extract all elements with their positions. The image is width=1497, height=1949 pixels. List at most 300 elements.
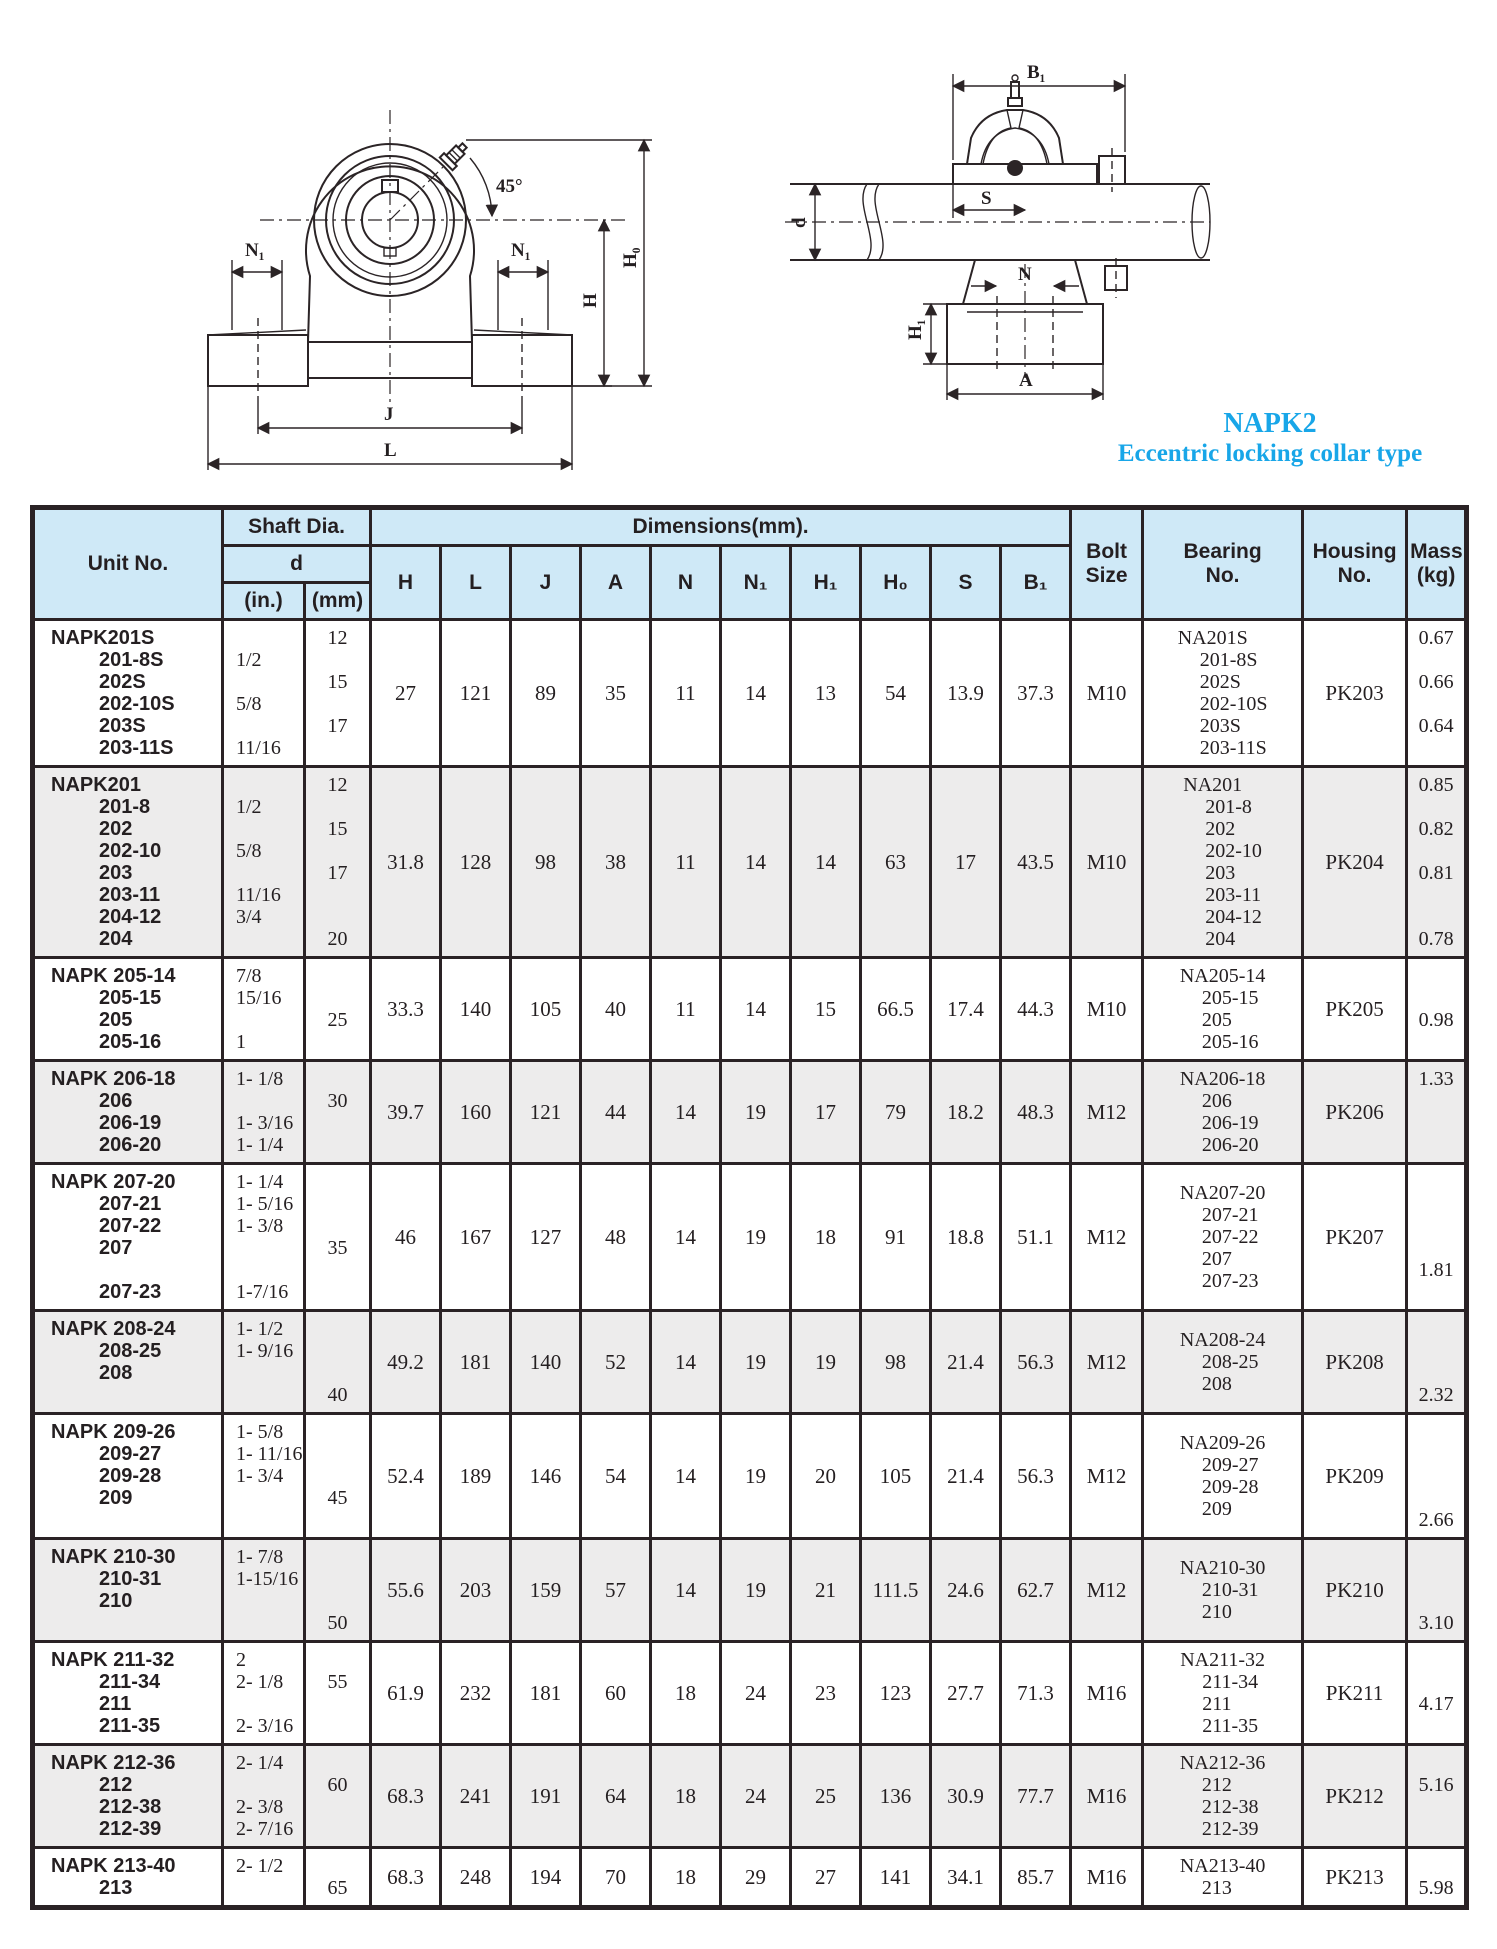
col-header-N: N [651, 546, 721, 620]
housing-no-cell: PK209 [1303, 1414, 1407, 1539]
shaft-mm-line [308, 1649, 367, 1671]
shaft-mm [308, 1068, 367, 1156]
shaft-in-line: 2- 1/8 [236, 1671, 284, 1693]
shaft-in-line: 2- 1/2 [236, 1855, 284, 1877]
shaft-mm-cell [305, 1539, 371, 1642]
unit-cell [33, 958, 223, 1061]
dim-cell-H0: 111.5 [861, 1539, 931, 1642]
housing-no-cell: PK204 [1303, 767, 1407, 958]
dim-cell-H1: 27 [791, 1848, 861, 1908]
bearing-no-cell [1143, 1414, 1303, 1539]
unit-no-line: 203-11S [99, 737, 174, 759]
dim-cell-L: 140 [441, 958, 511, 1061]
dim-cell-S: 17 [931, 767, 1001, 958]
dim-cell-J: 194 [511, 1848, 581, 1908]
mass-line: 0.81 [1418, 862, 1454, 884]
mass-line [1410, 1171, 1462, 1193]
bearing-no [1183, 774, 1262, 950]
dim-cell-J: 105 [511, 958, 581, 1061]
bearing-no-line: 209-28 [1201, 1476, 1259, 1498]
shaft-in-line [226, 1259, 301, 1281]
dim-cell-N1: 14 [721, 620, 791, 767]
col-header-N1: N₁ [721, 546, 791, 620]
unit-no-line: 211-34 [99, 1671, 161, 1693]
shaft-mm-line: 45 [327, 1487, 348, 1509]
dim-cell-N: 14 [651, 1061, 721, 1164]
unit-cell [33, 1414, 223, 1539]
shaft-mm-line: 55 [327, 1671, 348, 1693]
shaft-in-line [226, 862, 301, 884]
mass-line [1410, 737, 1462, 759]
unit-no-line: 203-11 [99, 884, 161, 906]
shaft-mm [308, 1855, 367, 1899]
housing-section [953, 75, 1125, 192]
mass [1410, 774, 1462, 950]
mass-line [1410, 1237, 1462, 1259]
dim-cell-L: 128 [441, 767, 511, 958]
shaft-in-line [226, 818, 301, 840]
bearing-no-line: NA212-36 [1179, 1752, 1266, 1774]
dim-cell-S: 17.4 [931, 958, 1001, 1061]
dim-cell-A: 52 [581, 1311, 651, 1414]
shaft-mm-line: 40 [327, 1384, 348, 1406]
bearing-no-line: 202-10S [1199, 693, 1268, 715]
mass-line: 2.66 [1418, 1509, 1454, 1531]
col-header-A: A [581, 546, 651, 620]
shaft-mm-cell [305, 620, 371, 767]
bearing-no-line: 205 [1201, 1009, 1232, 1031]
mass-line [1410, 1818, 1462, 1840]
mass-cell [1407, 1164, 1467, 1311]
unit-no-line: 204-12 [99, 906, 162, 928]
mass-line [1410, 1031, 1462, 1053]
shaft-mm-line [308, 737, 367, 759]
bearing-no [1180, 1752, 1266, 1840]
unit-no-line: 206 [99, 1090, 133, 1112]
unit-no-line: NAPK201S [51, 627, 155, 649]
shaft-mm-line [308, 1340, 367, 1362]
dim-cell-L: 232 [441, 1642, 511, 1745]
dim-cell-B1: 56.3 [1001, 1311, 1071, 1414]
bearing-no [1180, 1432, 1266, 1520]
mass-line: 1.81 [1418, 1259, 1454, 1281]
dim-cell-J: 191 [511, 1745, 581, 1848]
front-label-j: J [384, 404, 394, 425]
mass [1410, 1421, 1462, 1531]
shaft-mm [308, 774, 367, 950]
mass-line [1410, 1443, 1462, 1465]
dim-cell-H1: 21 [791, 1539, 861, 1642]
col-header-H0: H₀ [861, 546, 931, 620]
shaft-in-line [226, 1090, 301, 1112]
col-header-J: J [511, 546, 581, 620]
shaft-mm [308, 1421, 367, 1531]
dim-cell-S: 13.9 [931, 620, 1001, 767]
unit-no [37, 1171, 219, 1303]
shaft-mm [308, 1649, 367, 1737]
dim-cell-J: 159 [511, 1539, 581, 1642]
mass [1410, 1752, 1462, 1840]
shaft-mm-line [308, 1693, 367, 1715]
mass-line [1410, 1134, 1462, 1156]
bearing-no-line: 205-16 [1201, 1031, 1259, 1053]
mass-line: 5.16 [1418, 1774, 1454, 1796]
shaft-mm-line [308, 1068, 367, 1090]
dim-cell-L: 121 [441, 620, 511, 767]
mass [1410, 1318, 1462, 1406]
bearing-no-line: 212-38 [1201, 1796, 1259, 1818]
dim-n1-right [498, 240, 548, 330]
bearing-no-line: 207-23 [1201, 1270, 1259, 1292]
shaft-in-line: 2- 7/16 [236, 1818, 294, 1840]
dim-cell-A: 54 [581, 1414, 651, 1539]
bearing-no-cell [1143, 1745, 1303, 1848]
mass-cell [1407, 958, 1467, 1061]
mass [1410, 1171, 1462, 1303]
mass [1410, 1068, 1462, 1156]
unit-no-line: 207-22 [99, 1215, 162, 1237]
bearing-no-line: 202 [1205, 818, 1236, 840]
col-header-shaft-dia: Shaft Dia. [223, 508, 371, 546]
unit-no-line: 212-38 [99, 1796, 162, 1818]
shaft-in [226, 965, 301, 1053]
dim-cell-A: 70 [581, 1848, 651, 1908]
unit-no-line: NAPK 209-26 [51, 1421, 176, 1443]
shaft-mm-line: 12 [327, 774, 348, 796]
unit-no-line: 206-20 [99, 1134, 162, 1156]
shaft-in-cell [223, 620, 305, 767]
shaft-in-line [226, 1877, 301, 1899]
mass-line [1410, 1421, 1462, 1443]
dim-cell-N: 14 [651, 1164, 721, 1311]
shaft-in-cell [223, 1539, 305, 1642]
shaft-in-line: 2- 3/8 [236, 1796, 284, 1818]
bearing-no-line: 204 [1205, 928, 1236, 950]
shaft-mm-line [308, 1215, 367, 1237]
unit-no-line: 205-15 [99, 987, 162, 1009]
bearing-no-line: NA213-40 [1179, 1855, 1266, 1877]
shaft-in-line [226, 1362, 301, 1384]
shaft-mm-line [308, 693, 367, 715]
dim-cell-H: 46 [371, 1164, 441, 1311]
front-label-l: L [384, 440, 397, 461]
bearing-no-cell [1143, 1311, 1303, 1414]
dim-cell-H0: 136 [861, 1745, 931, 1848]
table-row [33, 1061, 1467, 1164]
bolt-size-cell: M16 [1071, 1848, 1143, 1908]
shaft-mm-line: 60 [327, 1774, 348, 1796]
dim-cell-J: 146 [511, 1414, 581, 1539]
unit-no [37, 1546, 219, 1634]
bolt-size-cell: M12 [1071, 1311, 1143, 1414]
shaft-in-line: 7/8 [236, 965, 262, 987]
unit-cell [33, 1164, 223, 1311]
front-label-h: H [580, 293, 601, 308]
mass-line [1410, 1487, 1462, 1509]
unit-no-line: 201-8 [99, 796, 151, 818]
col-header-unit-no: Unit No. [33, 508, 223, 620]
mass-cell [1407, 767, 1467, 958]
bolt-size-cell: M10 [1071, 620, 1143, 767]
shaft-mm-line [308, 1568, 367, 1590]
shaft-mm [308, 1171, 367, 1303]
mass-line: 4.17 [1418, 1693, 1454, 1715]
dim-cell-H: 52.4 [371, 1414, 441, 1539]
unit-no [37, 627, 219, 759]
shaft-in [226, 1068, 301, 1156]
dim-cell-N1: 29 [721, 1848, 791, 1908]
unit-no-line: 210-31 [99, 1568, 162, 1590]
dim-cell-J: 140 [511, 1311, 581, 1414]
col-header-H: H [371, 546, 441, 620]
bearing-no-cell [1143, 1642, 1303, 1745]
unit-no-line: 203S [99, 715, 146, 737]
bearing-no-cell [1143, 767, 1303, 958]
shaft-in-line: 1- 3/4 [236, 1465, 284, 1487]
shaft-mm-line: 30 [327, 1090, 348, 1112]
mass-line [1410, 1318, 1462, 1340]
dim-h0 [466, 140, 652, 386]
shaft-mm-line [308, 1259, 367, 1281]
shaft-mm-line [308, 1715, 367, 1737]
bearing-no-line: NA201S [1177, 627, 1248, 649]
mass-line [1410, 1090, 1462, 1112]
shaft-in-line: 2- 1/4 [236, 1752, 284, 1774]
mass-line: 1.33 [1418, 1068, 1454, 1090]
dim-cell-H: 33.3 [371, 958, 441, 1061]
unit-no-line [37, 1384, 219, 1406]
bearing-no-line: 207-21 [1201, 1204, 1259, 1226]
unit-cell [33, 1061, 223, 1164]
mass-line [1410, 1796, 1462, 1818]
shaft-in-line: 1- 5/16 [236, 1193, 294, 1215]
bearing-no-line: NA209-26 [1179, 1432, 1266, 1454]
bearing-no-line: 202S [1199, 671, 1241, 693]
bearing-no-line: 201-8S [1199, 649, 1258, 671]
mass-line: 0.82 [1418, 818, 1454, 840]
dim-cell-A: 60 [581, 1642, 651, 1745]
shaft-mm-line: 15 [327, 671, 348, 693]
dim-cell-H1: 15 [791, 958, 861, 1061]
shaft-in-line [226, 1612, 301, 1634]
bearing-no-line: 211 [1202, 1693, 1232, 1715]
unit-no-line: NAPK 211-32 [51, 1649, 175, 1671]
shaft-mm-line [308, 796, 367, 818]
housing-no-cell: PK206 [1303, 1061, 1407, 1164]
mass-line [1410, 1590, 1462, 1612]
shaft-mm-line [308, 1193, 367, 1215]
bearing-no-line: NA207-20 [1179, 1182, 1266, 1204]
bolt-size-cell: M12 [1071, 1061, 1143, 1164]
dim-cell-H0: 98 [861, 1311, 931, 1414]
mass-line [1410, 1112, 1462, 1134]
dim-cell-H: 68.3 [371, 1745, 441, 1848]
mass-cell [1407, 1745, 1467, 1848]
dim-cell-N: 11 [651, 958, 721, 1061]
dim-cell-S: 18.8 [931, 1164, 1001, 1311]
dim-h1 [905, 304, 947, 364]
mass-line: 0.78 [1418, 928, 1454, 950]
bearing-no [1180, 1068, 1266, 1156]
housing-no-cell: PK212 [1303, 1745, 1407, 1848]
dim-cell-H1: 17 [791, 1061, 861, 1164]
shaft-mm-line [308, 1134, 367, 1156]
table-row [33, 767, 1467, 958]
table-row [33, 1164, 1467, 1311]
front-view-drawing [160, 80, 680, 490]
mass-line [1410, 906, 1462, 928]
dim-cell-B1: 48.3 [1001, 1061, 1071, 1164]
bolt-size-cell: M12 [1071, 1164, 1143, 1311]
bearing-no-line: 212-39 [1201, 1818, 1259, 1840]
bolt-size-cell: M12 [1071, 1414, 1143, 1539]
bearing-no-cell [1143, 1164, 1303, 1311]
bearing-no-line: 210 [1201, 1601, 1232, 1623]
dim-cell-N: 14 [651, 1311, 721, 1414]
shaft-in [226, 1752, 301, 1840]
bearing-no-cell [1143, 1539, 1303, 1642]
unit-no [37, 1649, 219, 1737]
housing-no-cell: PK210 [1303, 1539, 1407, 1642]
shaft-mm-line: 15 [327, 818, 348, 840]
dim-cell-B1: 85.7 [1001, 1848, 1071, 1908]
unit-no-line [37, 1509, 219, 1531]
bearing-no-line: 207-22 [1201, 1226, 1259, 1248]
shaft-mm-cell [305, 1414, 371, 1539]
side-label-a: A [1019, 370, 1033, 391]
bearing-no-line: 204-12 [1205, 906, 1262, 928]
dim-cell-J: 89 [511, 620, 581, 767]
unit-no-line: 211 [99, 1693, 132, 1715]
unit-no-line: 202S [99, 671, 146, 693]
dim-a [947, 364, 1103, 400]
housing-no-cell: PK203 [1303, 620, 1407, 767]
shaft-in [226, 1171, 301, 1303]
dim-cell-H: 27 [371, 620, 441, 767]
shaft-mm-line: 17 [327, 862, 348, 884]
dim-cell-J: 98 [511, 767, 581, 958]
dim-cell-B1: 37.3 [1001, 620, 1071, 767]
mass-line [1410, 1671, 1462, 1693]
table-row [33, 958, 1467, 1061]
mass-cell [1407, 1642, 1467, 1745]
mass-line [1410, 1855, 1462, 1877]
shaft-mm-cell [305, 1311, 371, 1414]
bearing-no-cell [1143, 958, 1303, 1061]
dim-cell-N1: 19 [721, 1311, 791, 1414]
shaft-in-line [226, 1487, 301, 1509]
base-flange [947, 258, 1127, 378]
bearing-no-line: 209 [1201, 1498, 1232, 1520]
shaft-mm-line: 50 [327, 1612, 348, 1634]
unit-no-line: 207 [99, 1237, 133, 1259]
bearing-no-cell [1143, 620, 1303, 767]
shaft-mm-line [308, 1509, 367, 1531]
shaft-in-line: 3/4 [236, 906, 262, 928]
dim-cell-N1: 14 [721, 767, 791, 958]
bearing-no-line: NA211-32 [1180, 1649, 1265, 1671]
dim-cell-H1: 25 [791, 1745, 861, 1848]
unit-no-line: 208 [99, 1362, 133, 1384]
unit-no-line: 211-35 [99, 1715, 161, 1737]
shaft-in-line: 1-7/16 [236, 1281, 289, 1303]
dim-cell-L: 203 [441, 1539, 511, 1642]
col-header-dimensions: Dimensions(mm). [371, 508, 1071, 546]
unit-cell [33, 620, 223, 767]
dim-cell-H1: 14 [791, 767, 861, 958]
bearing-no-line: NA206-18 [1179, 1068, 1266, 1090]
mass [1410, 627, 1462, 759]
dim-cell-A: 40 [581, 958, 651, 1061]
shaft-in-line: 1- 3/8 [236, 1215, 284, 1237]
bearing-no-line: 206-20 [1201, 1134, 1259, 1156]
mass [1410, 1855, 1462, 1899]
mass-line [1410, 796, 1462, 818]
dim-cell-H1: 20 [791, 1414, 861, 1539]
mass [1410, 965, 1462, 1053]
shaft-in-line: 1- 1/4 [236, 1134, 284, 1156]
bearing-no-line: 203 [1205, 862, 1236, 884]
bearing-no-line: 211-35 [1202, 1715, 1259, 1737]
unit-cell [33, 1642, 223, 1745]
side-label-s: S [981, 188, 992, 209]
dim-cell-L: 189 [441, 1414, 511, 1539]
shaft-mm-line [308, 649, 367, 671]
mass-line [1410, 840, 1462, 862]
shaft-mm-line: 17 [327, 715, 348, 737]
shaft-in [226, 627, 301, 759]
unit-no-line: 209 [99, 1487, 133, 1509]
dim-cell-A: 48 [581, 1164, 651, 1311]
mass-line [1410, 1568, 1462, 1590]
dim-cell-N1: 19 [721, 1539, 791, 1642]
unit-no [37, 1855, 219, 1899]
dim-cell-N: 18 [651, 1848, 721, 1908]
shaft-in-line: 1- 1/8 [236, 1068, 284, 1090]
shaft-in-line [226, 1693, 301, 1715]
bearing-no-line: 203-11S [1199, 737, 1267, 759]
housing-no-cell: PK211 [1303, 1642, 1407, 1745]
unit-no [37, 774, 219, 950]
mass-line [1410, 987, 1462, 1009]
dim-cell-S: 18.2 [931, 1061, 1001, 1164]
unit-no-line: NAPK 213-40 [51, 1855, 176, 1877]
mass [1410, 1649, 1462, 1737]
dim-n1-left [232, 240, 282, 330]
front-label-n1-right: N₁ [511, 240, 531, 261]
mass-cell [1407, 1311, 1467, 1414]
dim-cell-N1: 14 [721, 958, 791, 1061]
bolt-size-label-line2: Size [1085, 564, 1128, 587]
shaft-mm-line [308, 1752, 367, 1774]
shaft-mm-line [308, 1171, 367, 1193]
col-header-bearing-no [1143, 508, 1303, 620]
dim-cell-H: 61.9 [371, 1642, 441, 1745]
shaft-in-cell [223, 958, 305, 1061]
housing-no-label-line2: No. [1337, 564, 1372, 587]
col-header-mass [1407, 508, 1467, 620]
shaft-in-line: 1/2 [236, 649, 262, 671]
unit-no-line: 212-39 [99, 1818, 162, 1840]
bearing-no [1180, 1329, 1266, 1395]
shaft-mm-cell [305, 1642, 371, 1745]
front-label-angle: 45° [496, 176, 523, 197]
shaft-in-line: 5/8 [236, 840, 262, 862]
shaft-in-line: 1- 1/4 [236, 1171, 284, 1193]
mass-cell [1407, 620, 1467, 767]
dim-cell-N: 14 [651, 1414, 721, 1539]
shaft-mm-cell [305, 767, 371, 958]
